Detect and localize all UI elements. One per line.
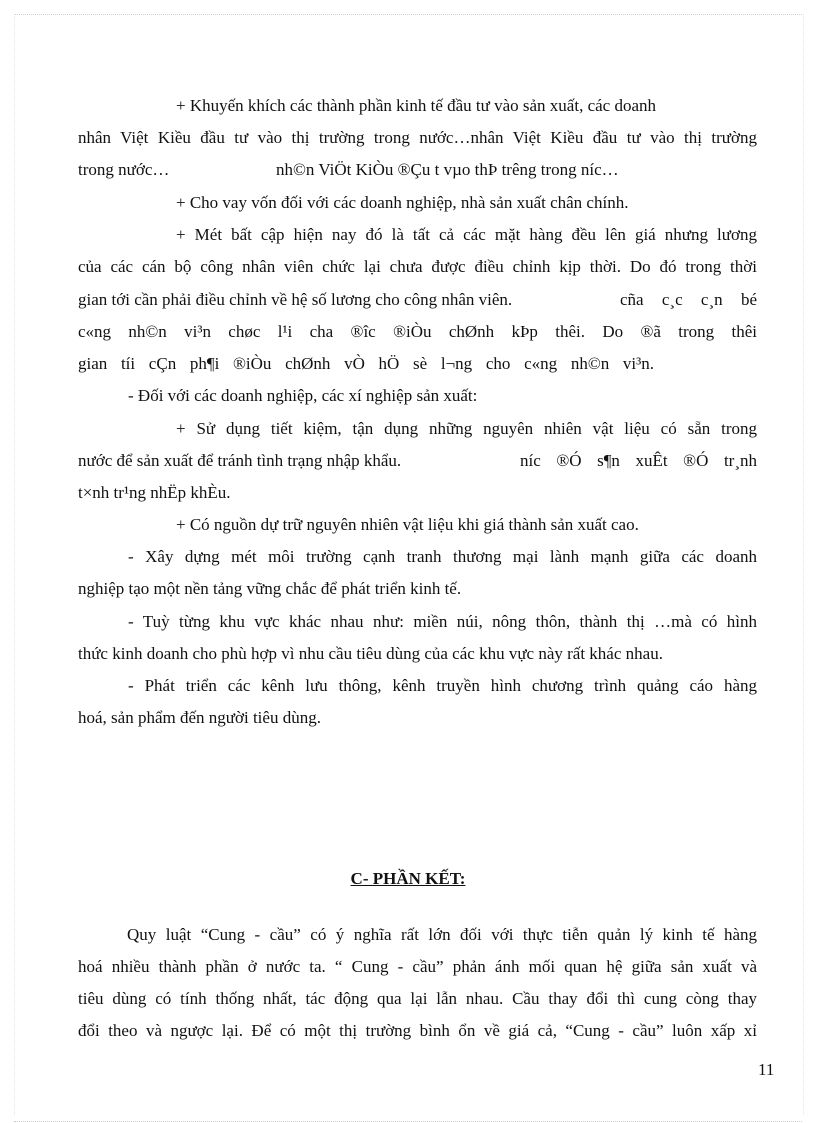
text-line-legacy-encoding: cña c¸c c¸n bé <box>620 290 757 309</box>
text-line: hoá, sản phẩm đến người tiêu dùng. <box>78 708 321 727</box>
text-line: + Sử dụng tiết kiệm, tận dụng những nguyên nhiên vật liệu có sẵn trong <box>176 419 757 438</box>
text-line: - Phát triển các kênh lưu thông, kênh truyền hình chương trình quảng cáo hàng <box>128 676 757 695</box>
text-line-legacy-encoding: níc ®Ó s¶n xuÊt ®Ó tr¸nh <box>520 451 757 470</box>
text-line: Quy luật “Cung - cầu” có ý nghĩa rất lớn đối với thực tiễn quản lý kinh tế hàng <box>127 925 757 944</box>
text-line: đổi theo và ngược lại. Để có một thị trường bình ổn về giá cả, “Cung - cầu” luôn xấp xỉ <box>78 1021 757 1040</box>
text-line-legacy-encoding: nh©n ViÖt KiÒu ®Çu t vµo thÞ trêng trong níc… <box>276 160 619 179</box>
text-line: gian tới cần phải điều chỉnh về hệ số lương cho công nhân viên. <box>78 290 513 309</box>
text-line: nước để sản xuất để tránh tình trạng nhập khẩu. <box>78 451 402 470</box>
text-line: + Mét bất cập hiện nay đó là tất cả các mặt hàng đều lên giá nhưng lương <box>176 225 757 244</box>
text-line-legacy-encoding: c«ng nh©n vi³n chøc l¹i cha ®îc ®iÒu chØnh kÞp thêi. Do ®ã trong thêi <box>78 322 757 341</box>
text-line: nhân Việt Kiều đầu tư vào thị trường trong nước…nhân Việt Kiều đầu tư vào thị trường <box>78 128 757 147</box>
page-bottom-rule <box>14 1121 802 1122</box>
text-line: + Có nguồn dự trữ nguyên nhiên vật liệu khi giá thành sản xuất cao. <box>176 515 639 534</box>
text-line: nghiệp tạo một nền tảng vững chắc để phát triển kinh tế. <box>78 579 462 598</box>
text-line: - Tuỳ từng khu vực khác nhau như: miền núi, nông thôn, thành thị …mà có hình <box>128 612 757 631</box>
text-line: + Cho vay vốn đối với các doanh nghiệp, nhà sản xuất chân chính. <box>176 193 629 212</box>
text-line: - Đối với các doanh nghiệp, các xí nghiệp sản xuất: <box>128 386 478 405</box>
page-number: 11 <box>758 1060 775 1079</box>
text-line-legacy-encoding: gian tíi cÇn ph¶i ®iÒu chØnh vÒ hÖ sè l¬ng cho c«ng nh©n vi³n. <box>78 354 654 373</box>
text-line: tiêu dùng có tính thống nhất, tác động qua lại lẫn nhau. Cầu thay đổi thì cung còng thay <box>78 989 757 1008</box>
section-heading: C- PHẦN KẾT: <box>350 869 466 888</box>
text-line: hoá nhiều thành phần ở nước ta. “ Cung - cầu” phản ánh mối quan hệ giữa sản xuất và <box>78 957 757 976</box>
text-line-legacy-encoding: t×nh tr¹ng nhËp khÈu. <box>78 483 231 502</box>
text-line: của các cán bộ công nhân viên chức lại chưa được điều chỉnh kịp thời. Do đó trong thời <box>78 257 757 276</box>
text-line: trong nước… <box>78 160 170 179</box>
text-line: + Khuyến khích các thành phần kinh tế đầu tư vào sản xuất, các doanh <box>176 96 657 115</box>
text-line: - Xây dựng mét môi trường cạnh tranh thương mại lành mạnh giữa các doanh <box>128 547 757 566</box>
text-line: thức kinh doanh cho phù hợp vì nhu cầu tiêu dùng của các khu vực này rất khác nhau. <box>78 644 663 663</box>
